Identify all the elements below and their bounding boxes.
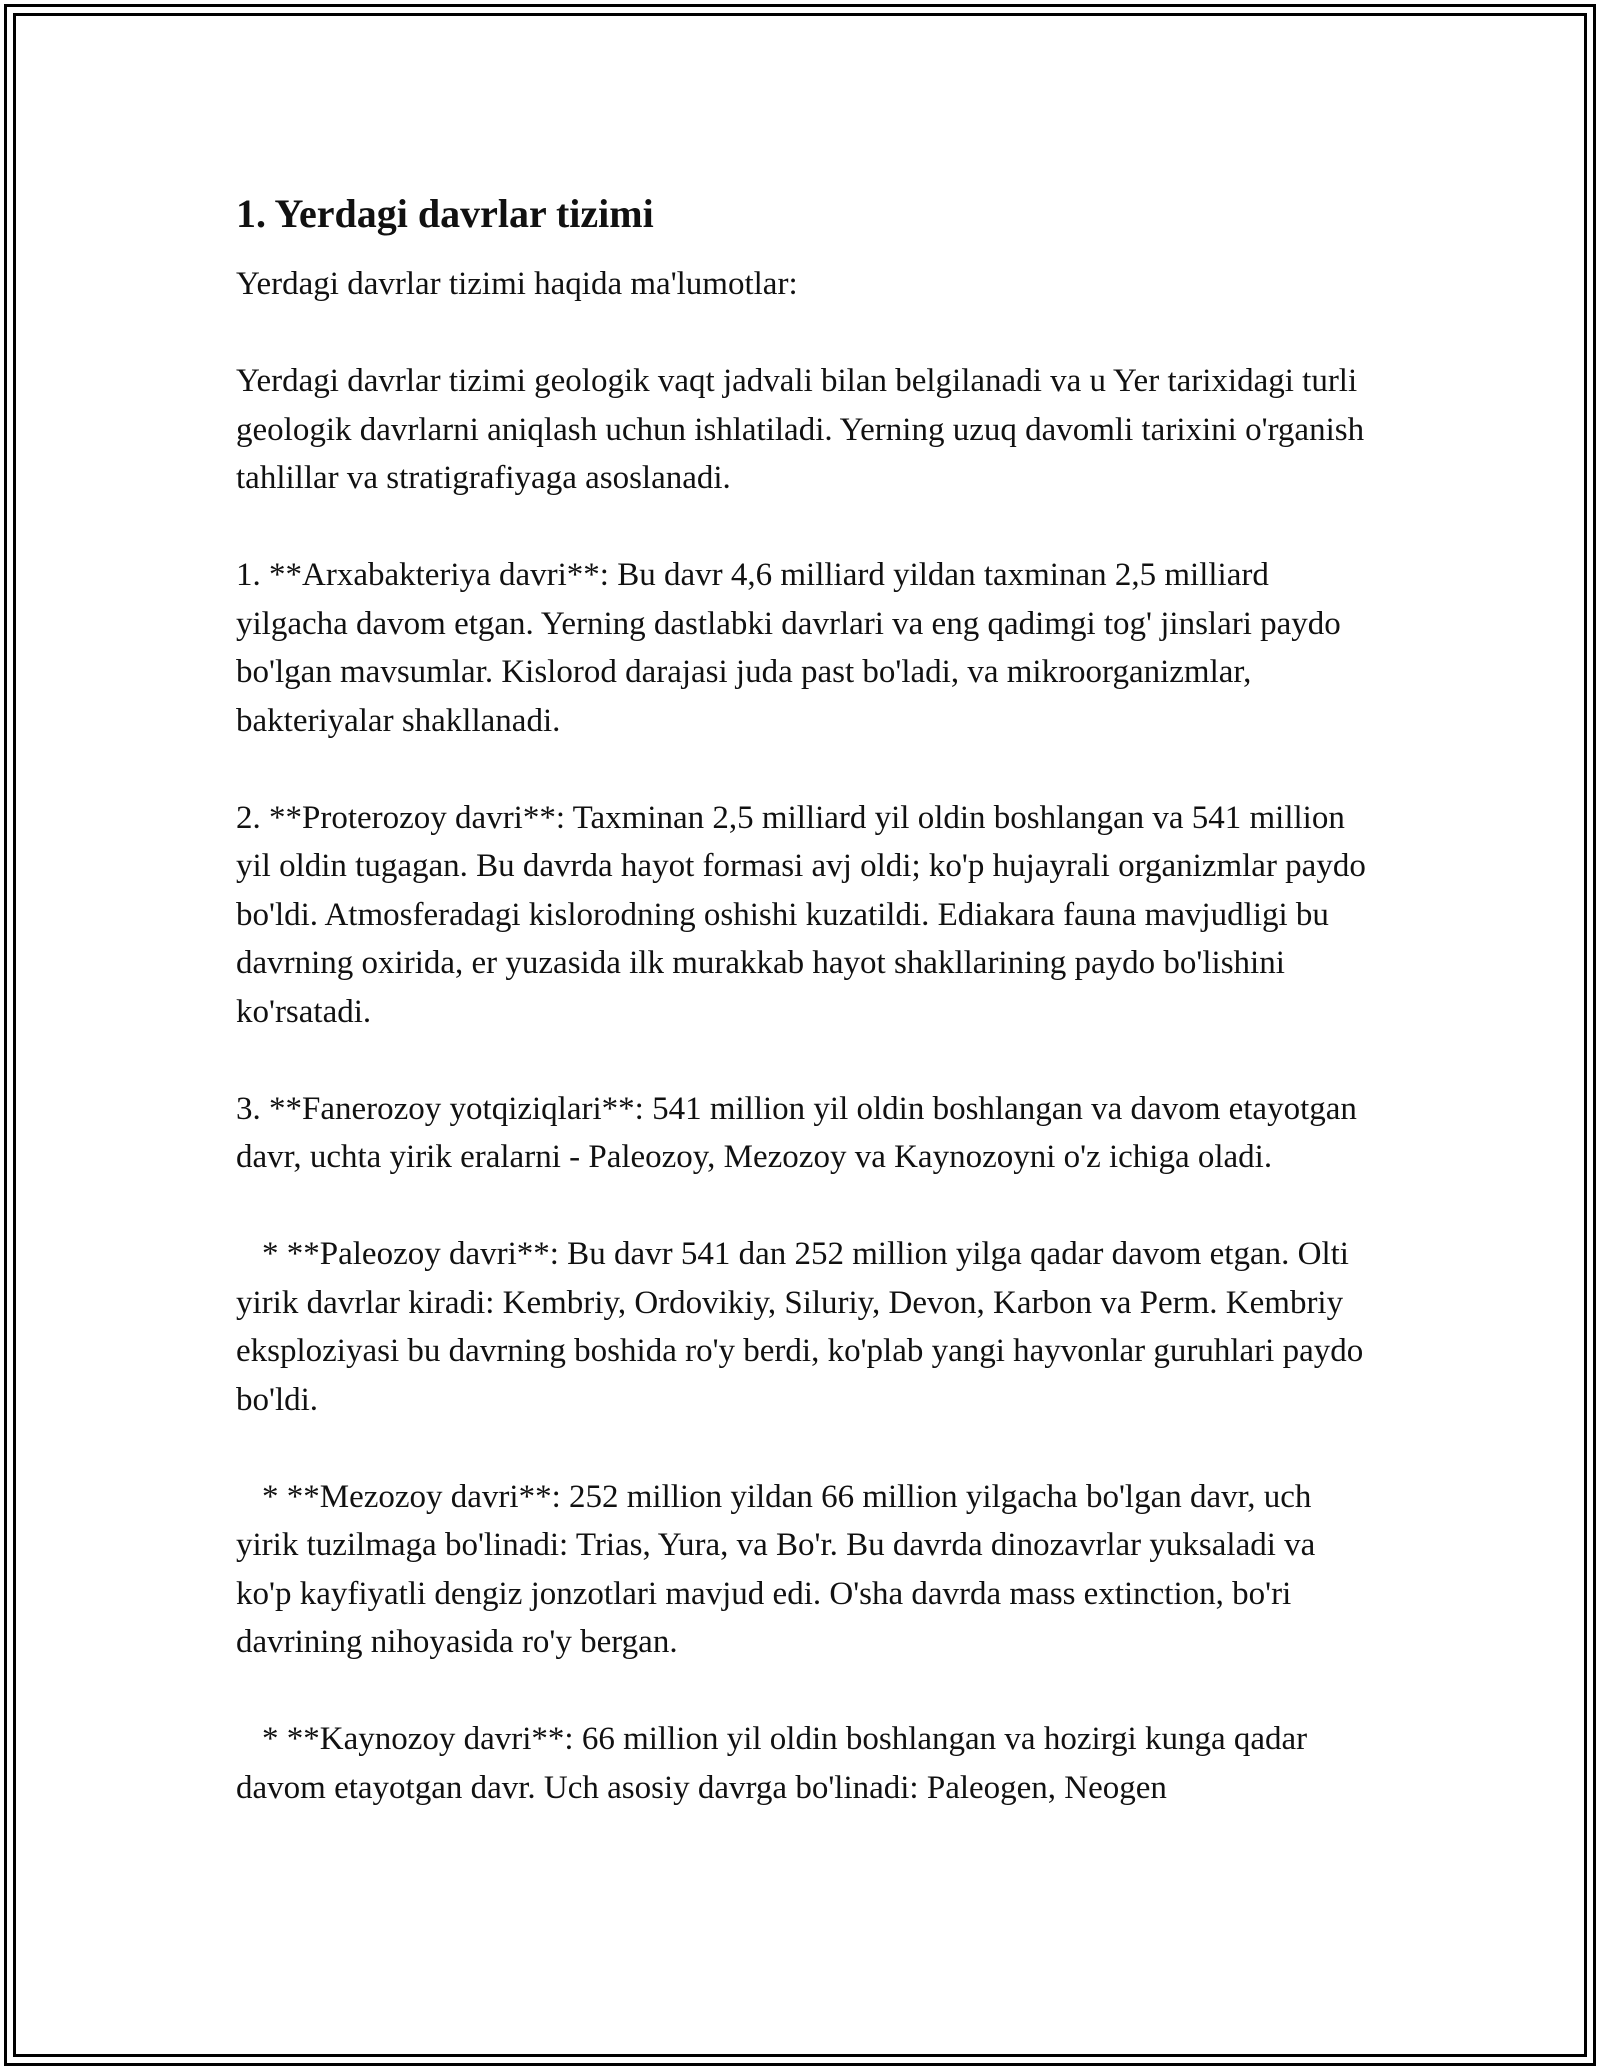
document-body xyxy=(236,188,1366,1861)
intro-line: Yerdagi davrlar tizimi haqida ma'lumotlar: xyxy=(236,266,798,302)
phanerozoic-paragraph: 3. **Fanerozoy yotqiziqlari**: 541 million yil oldin boshlangan va davom etayotgan davr, uchta yirik eralarni - Paleozoy, Mezozoy va Kaynozoyni o'z ichiga oladi. xyxy=(236,1090,1357,1175)
overview-paragraph: Yerdagi davrlar tizimi geologik vaqt jadvali bilan belgilanadi va u Yer tarixidagi turli geologik davrlarni aniqlash uchun ishlatiladi. Yerning uzuq davomli tarixini o'rganish tahlillar va stratigrafiyaga asoslanadi. xyxy=(236,363,1365,496)
cenozoic-paragraph: * **Kaynozoy davri**: 66 million yil oldin boshlangan va hozirgi kunga qadar davom etayotgan davr. Uch asosiy davrga bo'linadi: Paleogen, Neogen xyxy=(236,1721,1308,1806)
mesozoic-paragraph: * **Mezozoy davri**: 252 million yildan 66 million yilgacha bo'lgan davr, uch yirik tuzilmaga bo'linadi: Trias, Yura, va Bo'r. Bu davrda dinozavrlar yuksaladi va ko'p kayfiyatli dengiz jonzotlari mavjud edi. O'sha davrda mass extinction, bo'ri davrining nihoyasida ro'y bergan. xyxy=(236,1478,1316,1660)
paleozoic-paragraph: * **Paleozoy davri**: Bu davr 541 dan 252 million yilga qadar davom etgan. Olti yirik davrlar kiradi: Kembriy, Ordovikiy, Siluriy, Devon, Karbon va Perm. Kembriy eksploziyasi bu davrning boshida ro'y berdi, ko'plab yangi hayvonlar guruhlari paydo bo'ldi. xyxy=(236,1236,1364,1418)
document-title: 1. Yerdagi davrlar tizimi xyxy=(236,191,654,236)
archean-paragraph: 1. **Arxabakteriya davri**: Bu davr 4,6 milliard yildan taxminan 2,5 milliard yilgacha davom etgan. Yerning dastlabki davrlari va eng qadimgi tog' jinslari paydo bo'lgan mavsumlar. Kislorod darajasi juda past bo'ladi, va mikroorganizmlar, bakteriyalar shakllanadi. xyxy=(236,557,1341,739)
proterozoic-paragraph: 2. **Proterozoy davri**: Taxminan 2,5 milliard yil oldin boshlangan va 541 million yil oldin tugagan. Bu davrda hayot formasi avj oldi; ko'p hujayrali organizmlar paydo bo'ldi. Atmosferadagi kislorodning oshishi kuzatildi. Ediakara fauna mavjudligi bu davrning oxirida, er yuzasida ilk murakkab hayot shakllarining paydo bo'lishini ko'rsatadi. xyxy=(236,799,1366,1030)
